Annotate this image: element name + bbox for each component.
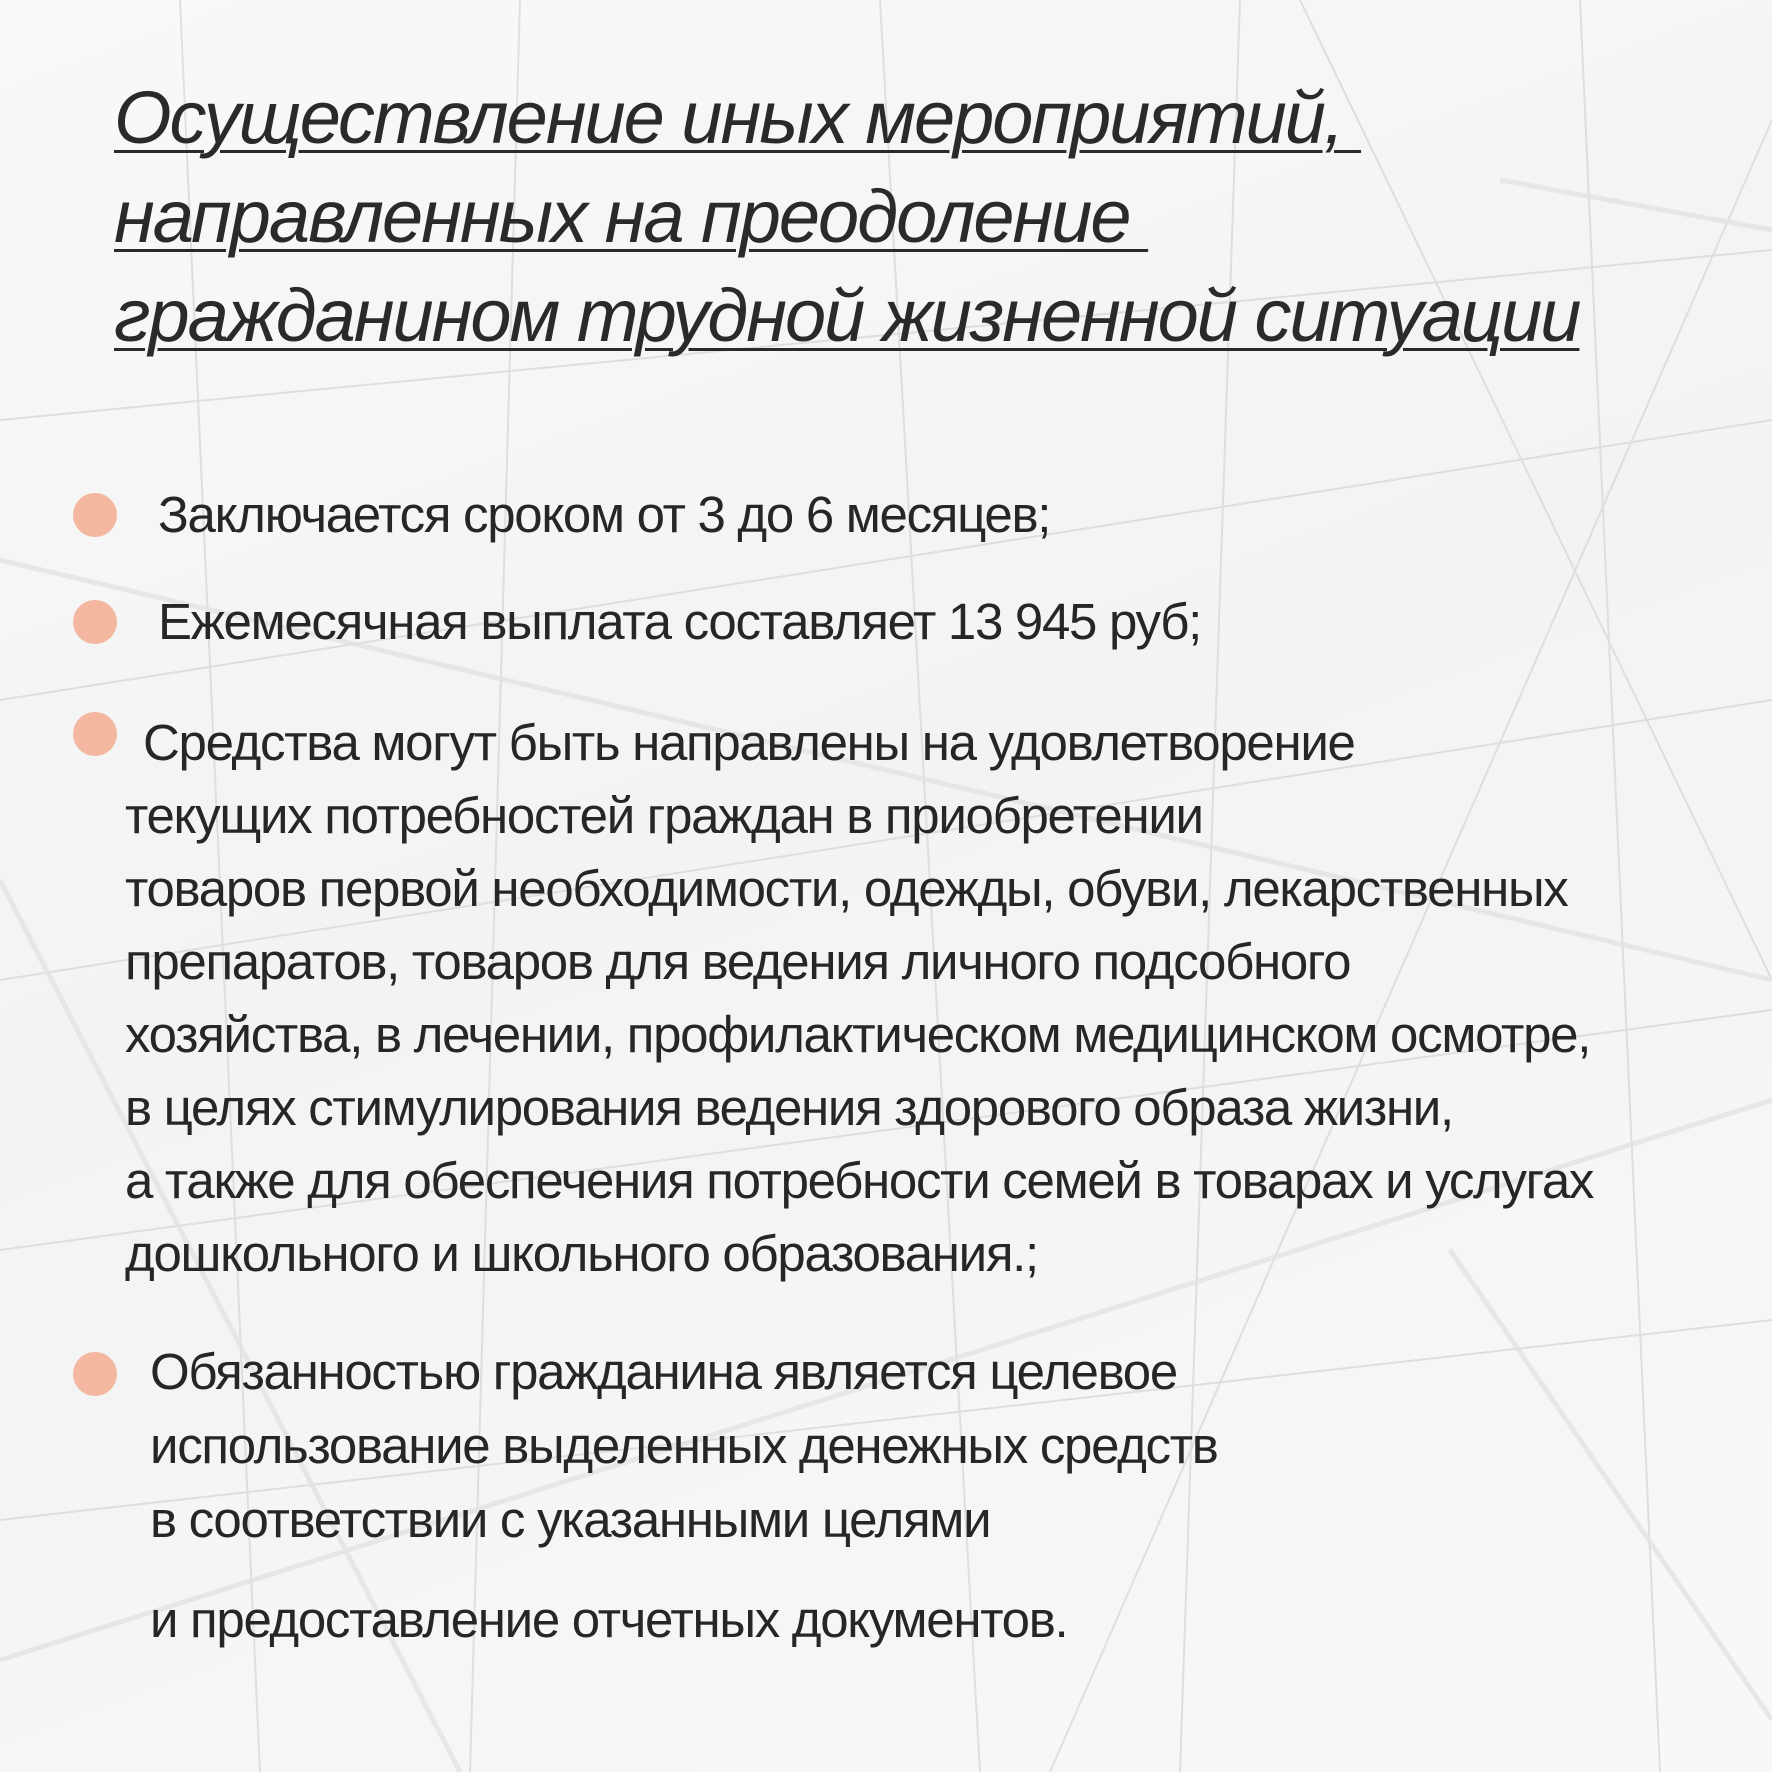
bullet-text: использование выделенных денежных средств xyxy=(150,1417,1218,1474)
bullet-text: дошкольного и школьного образования.; xyxy=(125,1225,1038,1282)
slide-title xyxy=(114,68,1579,365)
title-line: гражданином трудной жизненной ситуации xyxy=(114,274,1580,357)
bullet-dot-icon xyxy=(73,600,117,644)
bullet-text: Заключается сроком от 3 до 6 месяцев; xyxy=(158,486,1051,543)
bullet-text: хозяйства, в лечении, профилактическом медицинском осмотре, xyxy=(125,1006,1591,1063)
bullet-text: Обязанностью гражданина является целевое xyxy=(150,1343,1177,1400)
bullet-text: а также для обеспечения потребности семей в товарах и услугах xyxy=(125,1152,1594,1209)
title-line: направленных на преодоление xyxy=(114,175,1149,258)
bullet-text: Средства могут быть направлены на удовлетворение xyxy=(143,714,1355,771)
title-line: Осуществление иных мероприятий, xyxy=(114,76,1362,159)
bullet-dot-icon xyxy=(73,493,117,537)
bullet-dot-icon xyxy=(73,1352,117,1396)
bullet-text: в соответствии с указанными целями xyxy=(150,1491,991,1548)
bullet-text: в целях стимулирования ведения здорового образа жизни, xyxy=(125,1079,1453,1136)
bullet-text: препаратов, товаров для ведения личного подсобного xyxy=(125,933,1351,990)
bullet-text: товаров первой необходимости, одежды, обуви, лекарственных xyxy=(125,860,1568,917)
bullet-text: и предоставление отчетных документов. xyxy=(150,1591,1068,1648)
bullet-dot-icon xyxy=(73,712,117,756)
bullet-text: текущих потребностей граждан в приобретении xyxy=(125,787,1203,844)
bullet-text: Ежемесячная выплата составляет 13 945 руб; xyxy=(158,593,1201,650)
